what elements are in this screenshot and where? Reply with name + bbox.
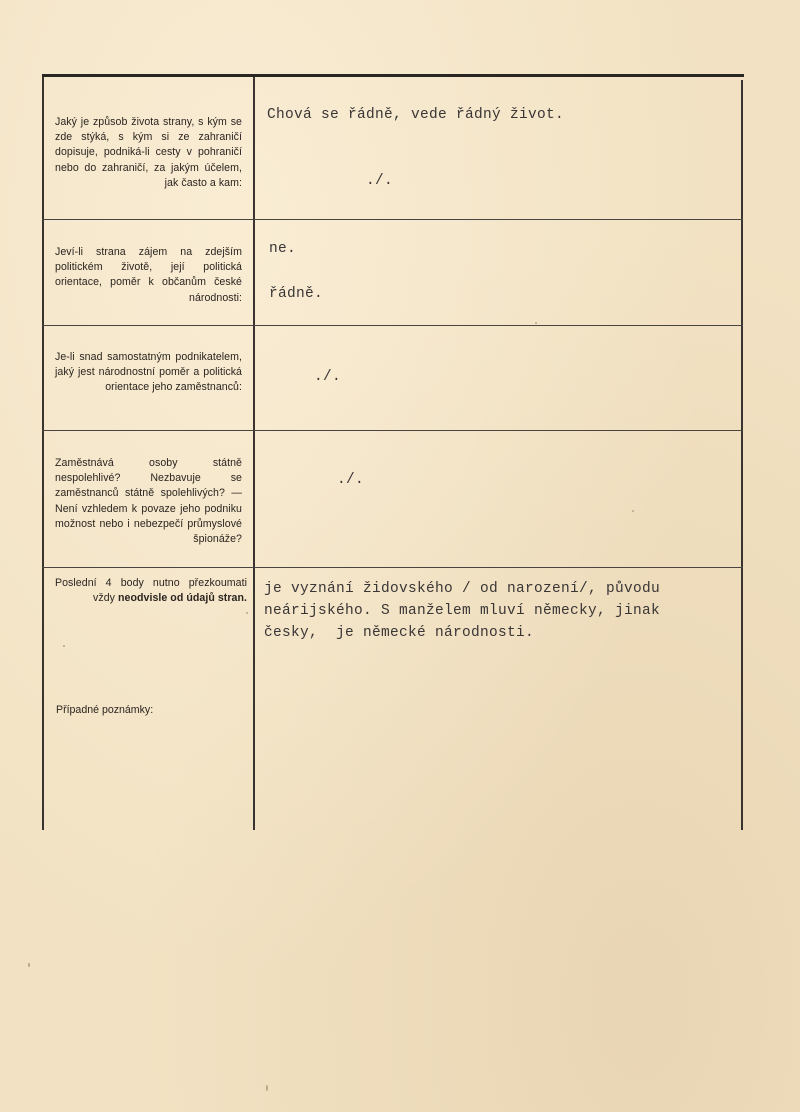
row-separator xyxy=(42,430,743,431)
paper-speck xyxy=(246,612,248,614)
table-right-border xyxy=(741,80,743,830)
table-left-border xyxy=(42,77,44,830)
answer-political-interest: ne. xyxy=(269,241,297,257)
answer-way-of-life: Chová se řádně, vede řádný život. xyxy=(267,107,565,123)
answer-employees-reliability: ./. xyxy=(337,472,365,488)
notes-line-1: je vyznání židovského / od narození/, původu xyxy=(264,581,661,597)
instruction-verify-independently xyxy=(55,576,247,606)
answer-way-of-life-travel: ./. xyxy=(366,173,394,189)
paper-speck xyxy=(535,322,537,324)
answer-entrepreneur: ./. xyxy=(314,369,342,385)
question-way-of-life: Jaký je způsob života strany, s kým se zde stýká, s kým si ze zahraničí dopisuje, podniká-li cesty v pohraničí nebo do zahraničí, za jakým účelem, jak často a kam: xyxy=(55,116,242,189)
notes-line-2: neárijského. S manželem mluví německy, jinak xyxy=(264,603,661,619)
row-separator xyxy=(42,567,743,568)
questionnaire-table xyxy=(42,74,744,830)
paper-speck xyxy=(63,645,65,647)
paper-speck xyxy=(28,963,30,967)
instruction-text: Poslední 4 body nutno přezkoumati vždy xyxy=(55,577,247,605)
table-column-divider xyxy=(253,77,255,830)
paper-speck xyxy=(632,510,634,512)
question-employees-reliability: Zaměstnává osoby státně nespolehlivé? Nezbavuje se zaměstnanců státně spolehlivých? — Není vzhledem k povaze jeho podniku možnost nebo i nebezpečí průmyslové špionáže? xyxy=(55,457,242,546)
notes-label: Případné poznámky: xyxy=(56,704,154,716)
notes-line-3: česky, je německé národnosti. xyxy=(264,625,535,641)
question-political-orientation: Jeví-li strana zájem na zdejším politickém životě, její politická orientace, poměr k občanům české národnosti: xyxy=(55,246,242,304)
row-separator xyxy=(42,219,743,220)
row-separator xyxy=(42,325,743,326)
paper-speck xyxy=(266,1085,268,1091)
instruction-bold-text: neodvisle od údajů stran. xyxy=(118,592,247,605)
question-entrepreneur: Je-li snad samostatným podnikatelem, jaký jest národnostní poměr a politická orientace jeho zaměstnanců: xyxy=(55,351,242,394)
answer-relation-to-czechs: řádně. xyxy=(269,286,324,302)
